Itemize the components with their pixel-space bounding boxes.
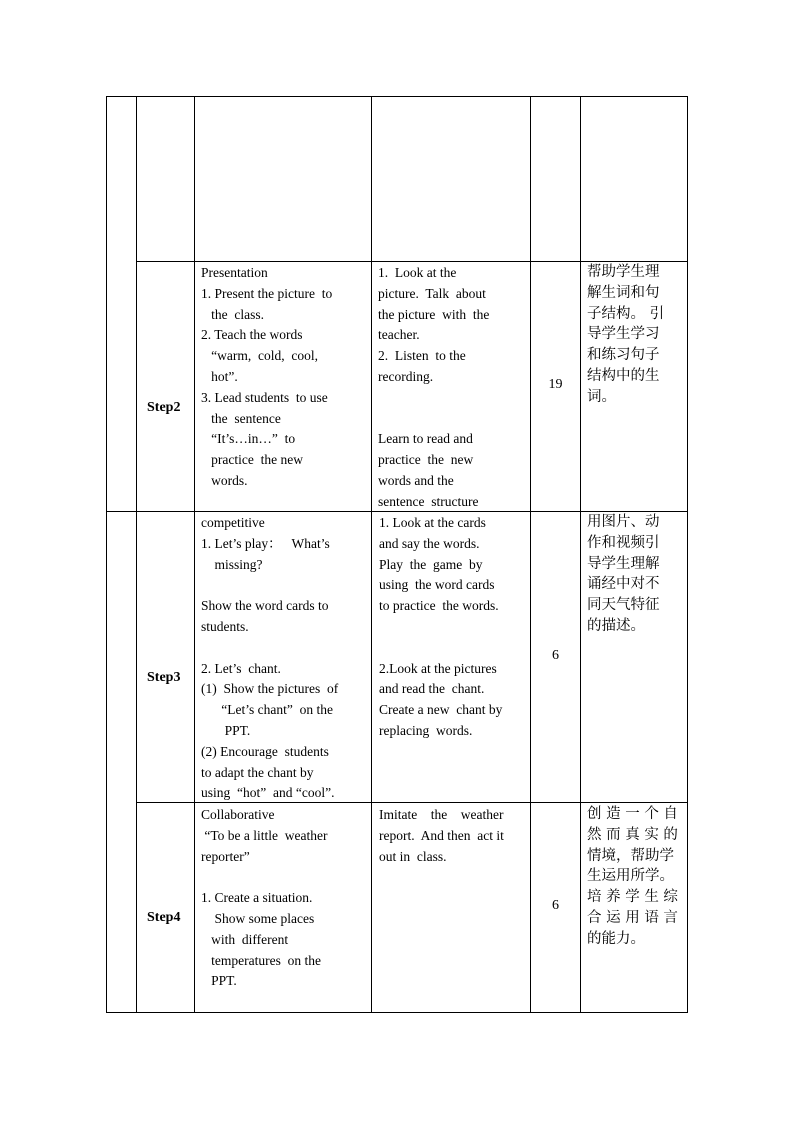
text-line: (2) Encourage students [201, 743, 329, 759]
text-line: PPT. [201, 973, 237, 989]
student-activity-cell [378, 263, 528, 513]
text-line [378, 388, 528, 409]
text-line: 的能力。 [587, 930, 645, 947]
text-line: Presentation [201, 265, 268, 280]
text-line: competitive [201, 515, 265, 530]
step-label: Step2 [147, 400, 181, 415]
text-line: 然 而 真 实 的 [587, 826, 678, 843]
text-line: 1. Look at the [378, 265, 457, 280]
text-line: to practice the words. [379, 598, 499, 614]
text-line: “warm, cold, cool, [201, 348, 318, 364]
text-line: 导学生理解 [587, 555, 660, 572]
text-line: temperatures on the [201, 952, 321, 968]
grid-line [530, 96, 531, 1013]
text-line: Create a new chant by [379, 702, 503, 718]
text-line: 1. Look at the cards [379, 515, 486, 530]
text-line: Show the word cards to [201, 598, 329, 614]
step-label: Step3 [147, 670, 181, 685]
text-line: practice the new [378, 452, 474, 468]
text-line: hot”. [201, 368, 238, 384]
text-line: 词。 [587, 388, 616, 405]
text-line: replacing words. [379, 722, 473, 738]
text-line: 培 养 学 生 综 [587, 889, 678, 906]
text-line: and say the words. [379, 535, 480, 551]
text-line: 2.Look at the pictures [379, 660, 497, 676]
step-label: Step4 [147, 910, 181, 925]
teacher-activity-cell [201, 805, 369, 992]
text-line: 用图片、动 [587, 514, 660, 530]
text-line: using the word cards [379, 577, 495, 593]
text-line [201, 575, 369, 596]
text-line: 2. Teach the words [201, 327, 303, 343]
text-line: 合 运 用 语 言 [587, 909, 678, 926]
text-line [379, 638, 529, 659]
text-line: 导学生学习 [587, 326, 660, 343]
text-line [201, 867, 369, 888]
text-line: Show some places [201, 910, 315, 926]
text-line: 的描述。 [587, 617, 645, 634]
text-line: missing? [201, 556, 263, 572]
text-line: words. [201, 472, 248, 488]
grid-line [687, 96, 688, 1013]
text-line: 创 造 一 个 自 [587, 806, 678, 822]
text-line: PPT. [201, 722, 251, 738]
text-line: “Let’s chant” on the [201, 702, 333, 718]
text-line: (1) Show the pictures of [201, 681, 339, 697]
text-line: 帮助学生理 [587, 264, 660, 280]
grid-line [136, 96, 137, 1013]
text-line: 1. Create a situation. [201, 890, 313, 906]
text-line [378, 409, 528, 430]
text-line: 作和视频引 [587, 534, 660, 551]
text-line: to adapt the chant by [201, 764, 314, 780]
text-line: the sentence [201, 410, 281, 426]
text-line: “To be a little weather [201, 827, 328, 843]
text-line: sentence structure [378, 493, 479, 509]
purpose-cell [587, 804, 683, 950]
purpose-cell [587, 262, 683, 408]
text-line: “It’s…in…” to [201, 431, 296, 447]
teacher-activity-cell [201, 263, 369, 492]
text-line: the picture with the [378, 306, 490, 322]
text-line [201, 638, 369, 659]
text-line: 1. Present the picture to [201, 285, 333, 301]
grid-line [106, 96, 107, 1013]
teacher-activity-cell [201, 513, 369, 804]
text-line: 和练习句子 [587, 347, 660, 364]
student-activity-cell [379, 805, 529, 867]
text-line: 同天气特征 [587, 597, 660, 614]
text-line: 1. Let’s play： What’s [201, 535, 330, 551]
text-line: words and the [378, 472, 454, 488]
text-line: recording. [378, 368, 434, 384]
text-line: practice the new [201, 452, 303, 468]
text-line: out in class. [379, 848, 447, 864]
time-minutes: 6 [552, 648, 559, 663]
text-line: 2. Listen to the [378, 348, 466, 364]
text-line: 生运用所学。 [587, 868, 674, 885]
text-line: 解生词和句 [587, 284, 660, 301]
text-line: students. [201, 618, 249, 634]
text-line: reporter” [201, 848, 250, 864]
text-line: 情境，帮助学 [587, 847, 674, 864]
text-line: report. And then act it [379, 827, 504, 843]
grid-line [371, 96, 372, 1013]
text-line: Collaborative [201, 807, 275, 822]
text-line: picture. Talk about [378, 285, 486, 301]
text-line: 2. Let’s chant. [201, 660, 281, 676]
text-line: Imitate the weather [379, 807, 504, 822]
text-line: the class. [201, 306, 264, 322]
text-line: Learn to read and [378, 431, 473, 447]
student-activity-cell [379, 513, 529, 742]
text-line: teacher. [378, 327, 420, 343]
text-line: 3. Lead students to use [201, 389, 328, 405]
text-line: and read the chant. [379, 681, 485, 697]
time-minutes: 19 [548, 377, 563, 392]
text-line: with different [201, 931, 289, 947]
text-line: 结构中的生 [587, 367, 660, 384]
grid-line [194, 96, 195, 1013]
text-line [379, 617, 529, 638]
text-line: 诵经中对不 [587, 576, 660, 593]
time-minutes: 6 [552, 898, 559, 913]
text-line: using “hot” and “cool”. [201, 785, 335, 801]
text-line: 子结构。 引 [587, 305, 665, 322]
purpose-cell [587, 512, 683, 637]
grid-line [580, 96, 581, 1013]
text-line: Play the game by [379, 556, 483, 572]
